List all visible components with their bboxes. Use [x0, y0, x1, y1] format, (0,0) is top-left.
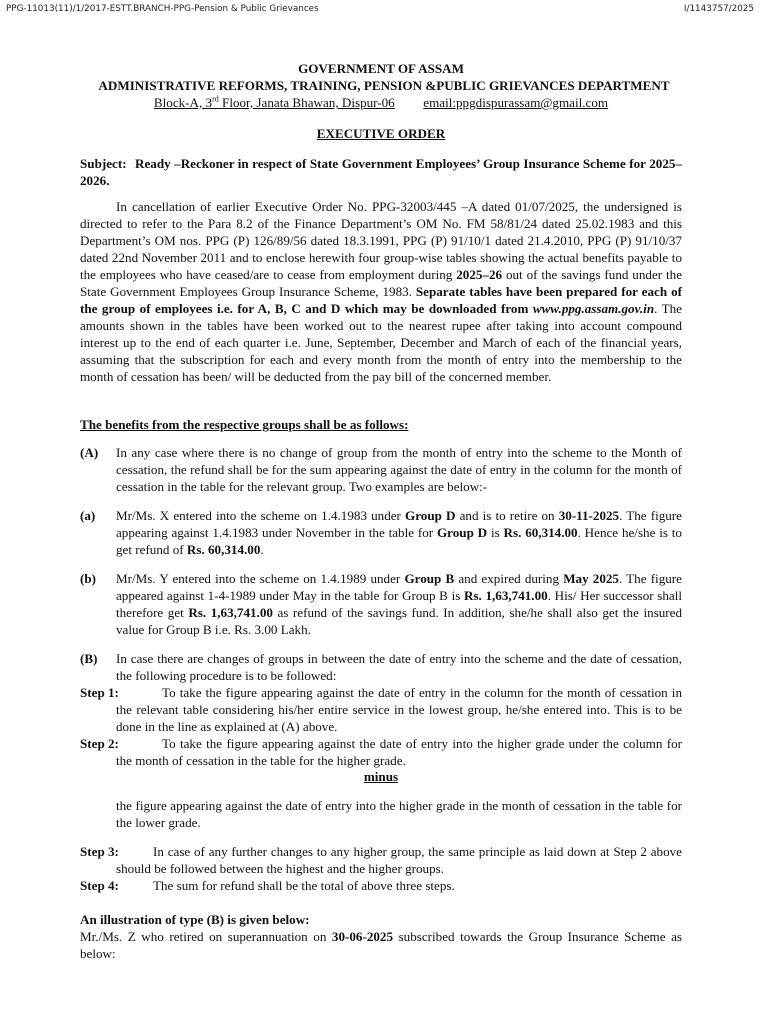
example-a: (a) Mr/Ms. X entered into the scheme on 1.4.1983 under Group D and is to retire on 30-11-2025. The figure appearing against 1.4.1983 under November in the table for Group D is Rs. 60,314.00. Hence he/she is to get refund of Rs. 60,314.00.	[80, 508, 682, 557]
step-2: Step 2: To take the figure appearing against the date of entry into the higher grade under the column for the month of cessation in the table for the higher grade.	[80, 736, 682, 768]
file-number: PPG-11013(11)/1/2017-ESTT.BRANCH-PPG-Pension & Public Grievances	[6, 4, 319, 14]
illustration-text: Mr./Ms. Z who retired on superannuation on 30-06-2025 subscribed towards the Group Insurance Scheme as below:	[80, 929, 682, 961]
step-1: Step 1: To take the figure appearing against the date of entry in the column for the month of cessation in the relevant table considering his/her entire service in the lowest group, he/she entered into. This is to be done in the line as explained at (A) above.	[80, 685, 682, 734]
intro-paragraph: In cancellation of earlier Executive Order No. PPG-32003/445 –A dated 01/07/2025, the undersigned is directed to refer to the Para 8.2 of the Finance Department’s OM No. FM 58/81/24 dated 25.02.1983 and this Department’s OM nos. PPG (P) 126/89/56 dated 18.3.1991, PPG (P) 91/10/1 dated 21.4.2010, PPG (P) 91/10/37 dated 22nd November 2011 and to enclose herewith four group-wise tables showing the actual benefits payable to the employees who have ceased/are to cease from employment during 2025–26 out of the savings fund under the State Government Employees Group Insurance Scheme, 1983. Separate tables have been prepared for each of the group of employees i.e. for A, B, C and D which may be downloaded from www.ppg.assam.gov.in. The amounts shown in the tables have been worked out to the nearest rupee after taking into account compound interest up to the end of each quarter i.e. June, September, December and March of each of the financial years, assuming that the subscription for each and every month from the month of entry into the membership to the month of cessation has been/ will be deducted from the pay bill of the concerned member.	[80, 199, 683, 384]
page-title: EXECUTIVE ORDER	[316, 126, 446, 141]
step-3: Step 3: In case of any further changes to any higher group, the same principle as laid down at Step 2 above should be followed between the highest and the higher groups.	[80, 844, 682, 876]
benefits-heading: The benefits from the respective groups shall be as follows:	[80, 417, 409, 432]
example-b: (b) Mr/Ms. Y entered into the scheme on 1.4.1989 under Group B and expired during May 2025. The figure appeared against 1-4-1989 under May in the table for Group B is Rs. 1,63,741.00. His/ Her successor shall therefore get Rs. 1,63,741.00 as refund of the savings fund. In addition, she/he shall also get the insured value for Group B i.e. Rs. 3.00 Lakh.	[80, 571, 683, 637]
government-heading: GOVERNMENT OF ASSAM	[298, 61, 464, 76]
reference-number: I/1143757/2025	[683, 4, 754, 14]
email-address: email:ppgdispurassam@gmail.com	[423, 95, 609, 110]
section-B: (B) In case there are changes of groups in between the date of entry into the scheme and the date of cessation, the following procedure is to be followed:	[80, 651, 682, 683]
subject-line: Subject: Ready –Reckoner in respect of State Government Employees’ Group Insurance Scheme for 2025–2026.	[80, 156, 682, 188]
step-4: Step 4: The sum for refund shall be the total of above three steps.	[80, 878, 455, 893]
illustration-heading: An illustration of type (B) is given below:	[80, 912, 310, 927]
address-line	[80, 94, 682, 111]
minus-label: minus	[363, 769, 399, 784]
department-heading: ADMINISTRATIVE REFORMS, TRAINING, PENSION &PUBLIC GRIEVANCES DEPARTMENT	[98, 78, 670, 93]
section-A: (A) In any case where there is no change of group from the month of entry into the scheme to the Month of cessation, the refund shall be for the sum appearing against the date of entry in the column for the month of cessation in the table for the relevant group. Two examples are below:-	[80, 445, 682, 494]
address: Block-A, 3rd Floor, Janata Bhawan, Dispur-06	[153, 94, 395, 110]
minus-text: the figure appearing against the date of entry into the higher grade in the month of cessation in the table for the lower grade.	[116, 798, 682, 830]
